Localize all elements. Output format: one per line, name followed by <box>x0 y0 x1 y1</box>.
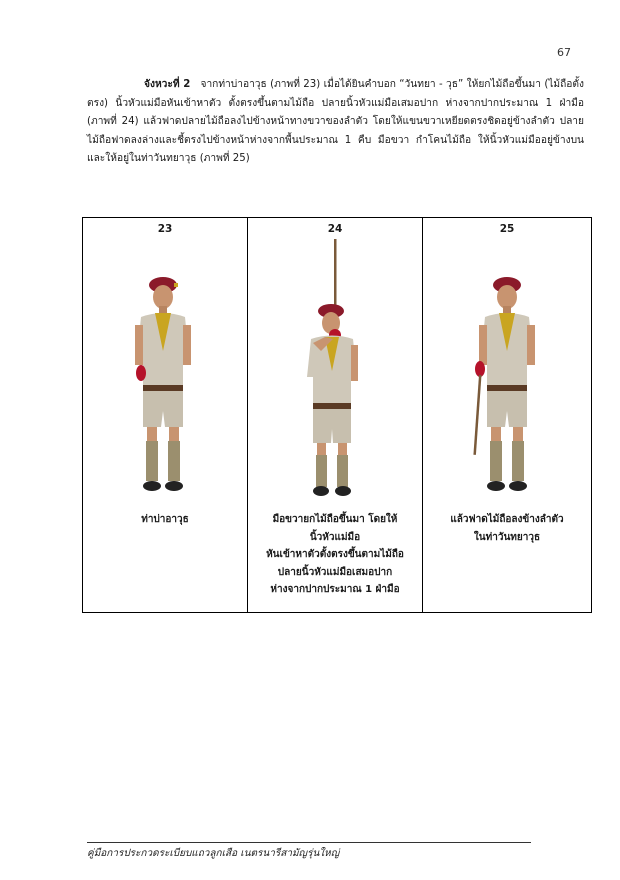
figure-number: 24 <box>327 223 343 235</box>
caption-line: ในท่าวันทยาวุธ <box>473 531 541 543</box>
caption-line: ปลายนิ้วหัวแม่มือเสมอปาก <box>277 566 393 578</box>
step-text: จากท่าบ่าอาวุธ (ภาพที่ 23) เมื่อได้ยินคำบอก “วันทยา - วุธ” ให้ยกไม้ถือขึ้นมา (ไม้ถือตั้งตรง) นิ้วหัวแม่มือหันเข้าหาตัว ตั้งตรงขึ้นตามไม้ถือ ปลายนิ้วหัวแม่มือเสมอปาก ห่างจากปากประมาณ 1 ฝ่ามือ (ภาพที่ 24) แล้วฟาดปลายไม้ถือลงไปข้างหน้าทางขวาของลำตัว โดยให้แขนขวาเหยียดตรงชิดอยู่ข้างลำตัว ปลายไม้ถือฟาดลงล่างและชี้ตรงไปข้างหน้าห่างจากพื้นประมาณ 1 คืบ มือขวา กำโคนไม้ถือ ให้นิ้วหัวแม่มืออยู่ข้างบน และให้อยู่ในท่าวันทยาวุธ (ภาพที่ 25) <box>87 79 585 165</box>
caption-line: มือขวายกไม้ถือขึ้นมา โดยให้ <box>272 514 398 525</box>
figure-number: 23 <box>157 223 173 235</box>
figure-cell-25 <box>423 218 592 613</box>
scout-figure-present-arms <box>467 239 547 501</box>
scout-figure-shoulder-arms <box>125 239 205 501</box>
figure-table <box>82 217 592 613</box>
caption-line: หันเข้าหาตัวตั้งตรงขึ้นตามไม้ถือ <box>266 549 404 560</box>
figure-number: 25 <box>499 223 515 235</box>
figure-caption <box>431 511 583 546</box>
page-number: 67 <box>557 46 571 59</box>
figure-cell-23 <box>83 218 248 613</box>
instruction-paragraph <box>87 76 584 169</box>
scout-figure-raise-staff <box>295 239 375 501</box>
caption-line: แล้วฟาดไม้ถือลงข้างลำตัว <box>450 514 564 525</box>
figure-caption <box>91 511 239 529</box>
footer-title: คู่มือการประกวดระเบียบแถวลูกเสือ เนตรนารีสามัญรุ่นใหญ่ <box>87 848 340 859</box>
footer-rule <box>87 842 531 843</box>
caption-line: ท่าบ่าอาวุธ <box>141 514 189 525</box>
figure-caption <box>256 511 414 599</box>
figure-cell-24 <box>248 218 423 613</box>
step-lead: จังหวะที่ 2 <box>144 79 191 90</box>
caption-line: ห่างจากปากประมาณ 1 ฝ่ามือ <box>270 584 400 595</box>
caption-line: นิ้วหัวแม่มือ <box>309 531 361 543</box>
